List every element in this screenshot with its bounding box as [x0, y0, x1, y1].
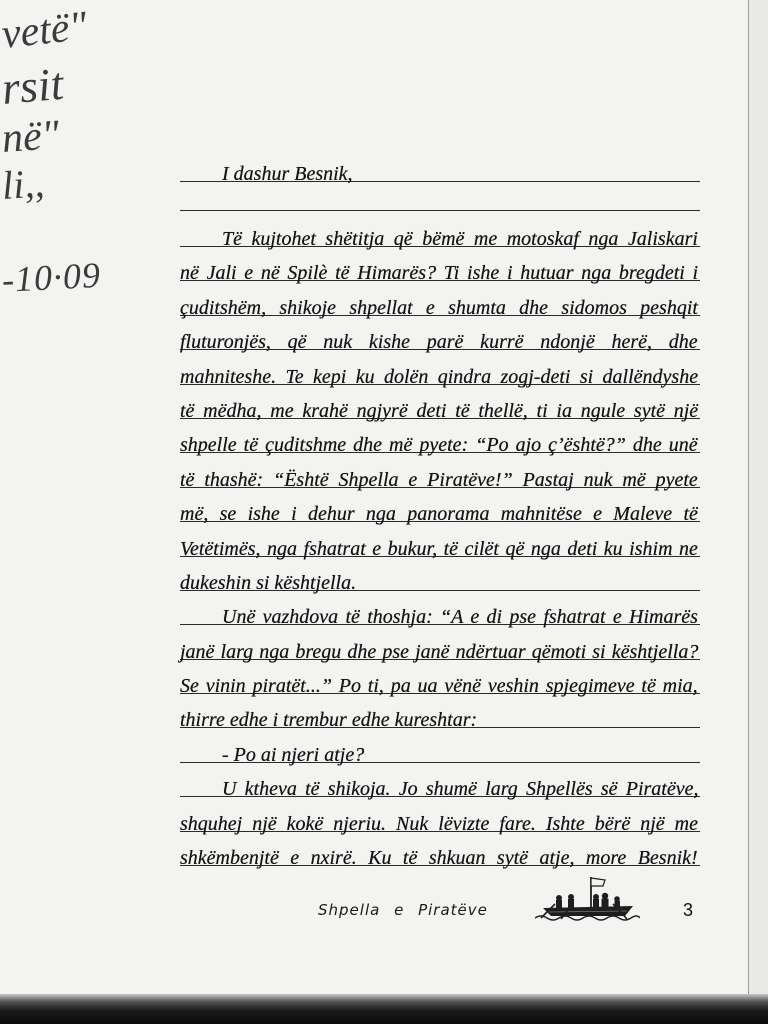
book-title: Shpella e Piratëve — [318, 901, 488, 919]
letter-line — [180, 281, 700, 319]
letter-line-text: shquhej një kokë njeriu. Nuk lëvizte fare. Ishte bërë një me — [180, 812, 698, 835]
letter-line-text: Vetëtimës, nga fshatrat e bukur, të cilët që nga deti ku ishim ne — [180, 537, 698, 560]
letter-line — [180, 832, 700, 870]
letter-line — [180, 316, 700, 354]
letter-line — [180, 797, 700, 835]
letter-line-text: të thashë: “Është Shpella e Piratëve!” Pastaj nuk më pyete — [180, 468, 698, 491]
letter-line — [180, 419, 700, 457]
letter-greeting-line — [180, 148, 700, 185]
letter-line-text: fluturonjës, që nuk kishe parë kurrë ndonjë herë, dhe — [180, 331, 698, 354]
letter-line — [180, 385, 700, 422]
letter-line — [180, 728, 700, 766]
letter-line-text: mahniteshe. Te kepi ku dolën qindra zogj-deti si dallëndyshe — [180, 365, 699, 388]
margin-note: vetë" — [0, 3, 90, 58]
letter-line — [180, 660, 700, 698]
letter-line — [180, 350, 700, 388]
letter-line-text: shkëmbenjtë e nxirë. Ku të shkuan sytë atje, more Besnik! — [180, 847, 698, 870]
letter-line-text: çuditshëm, shikoje shpellat e shumta dhe sidomos peshqit — [180, 296, 698, 319]
letter-line-text: - Po ai njeri atje? — [222, 743, 365, 766]
page-number: 3 — [683, 900, 694, 920]
margin-note: li,, — [0, 160, 46, 208]
margin-note: në" — [0, 112, 61, 162]
letter-line — [180, 557, 700, 594]
page-edge — [748, 0, 768, 1000]
letter-line-text: thirre edhe i trembur edhe kureshtar: — [180, 709, 478, 732]
letter-line-text: shpelle të çuditshme dhe më pyete: “Po ajo ç’është?” dhe unë — [180, 434, 698, 457]
margin-note: rsit — [0, 57, 66, 114]
letter-body — [180, 148, 700, 870]
letter-line — [180, 453, 700, 491]
letter-line — [180, 522, 700, 560]
letter-line-text: të mëdha, me krahë ngjyrë deti të thellë, ti ia ngule sytë një — [180, 399, 699, 422]
letter-line — [180, 763, 700, 801]
letter-greeting: I dashur Besnik, — [222, 163, 353, 185]
scan-bottom-shadow — [0, 994, 768, 1024]
letter-line — [180, 694, 700, 732]
letter-line-text: dukeshin si kështjella. — [180, 571, 357, 594]
letter-line — [180, 591, 700, 629]
letter-line-text: Të kujtohet shëtitja që bëmë me motoskaf nga Jaliskari — [222, 228, 698, 250]
margin-note-date: -10·09 — [0, 254, 102, 300]
letter-line-text: U ktheva të shikoja. Jo shumë larg Shpellës së Piratëve, — [222, 778, 699, 801]
blank-ruled-line — [180, 182, 700, 211]
letter-line — [180, 211, 700, 250]
pirate-boat-icon — [535, 874, 640, 924]
letter-line-text: në Jali e në Spilè të Himarës? Ti ishe i hutuar nga bregdeti i — [180, 262, 699, 285]
letter-line — [180, 625, 700, 663]
letter-line-text: janë larg nga bregu dhe pse janë ndërtuar qëmoti si kështjella? — [180, 640, 699, 663]
letter-line-text: Se vinin piratët...” Po ti, pa ua vënë veshin spjegimeve të mia, — [180, 675, 698, 698]
letter-line-text: më, se ishe i dehur nga panorama mahnitëse e Maleve të — [180, 503, 698, 526]
letter-line — [180, 488, 700, 526]
letter-line-text: Unë vazhdova të thoshja: “A e di pse fshatrat e Himarës — [222, 606, 698, 629]
letter-line — [180, 247, 700, 285]
